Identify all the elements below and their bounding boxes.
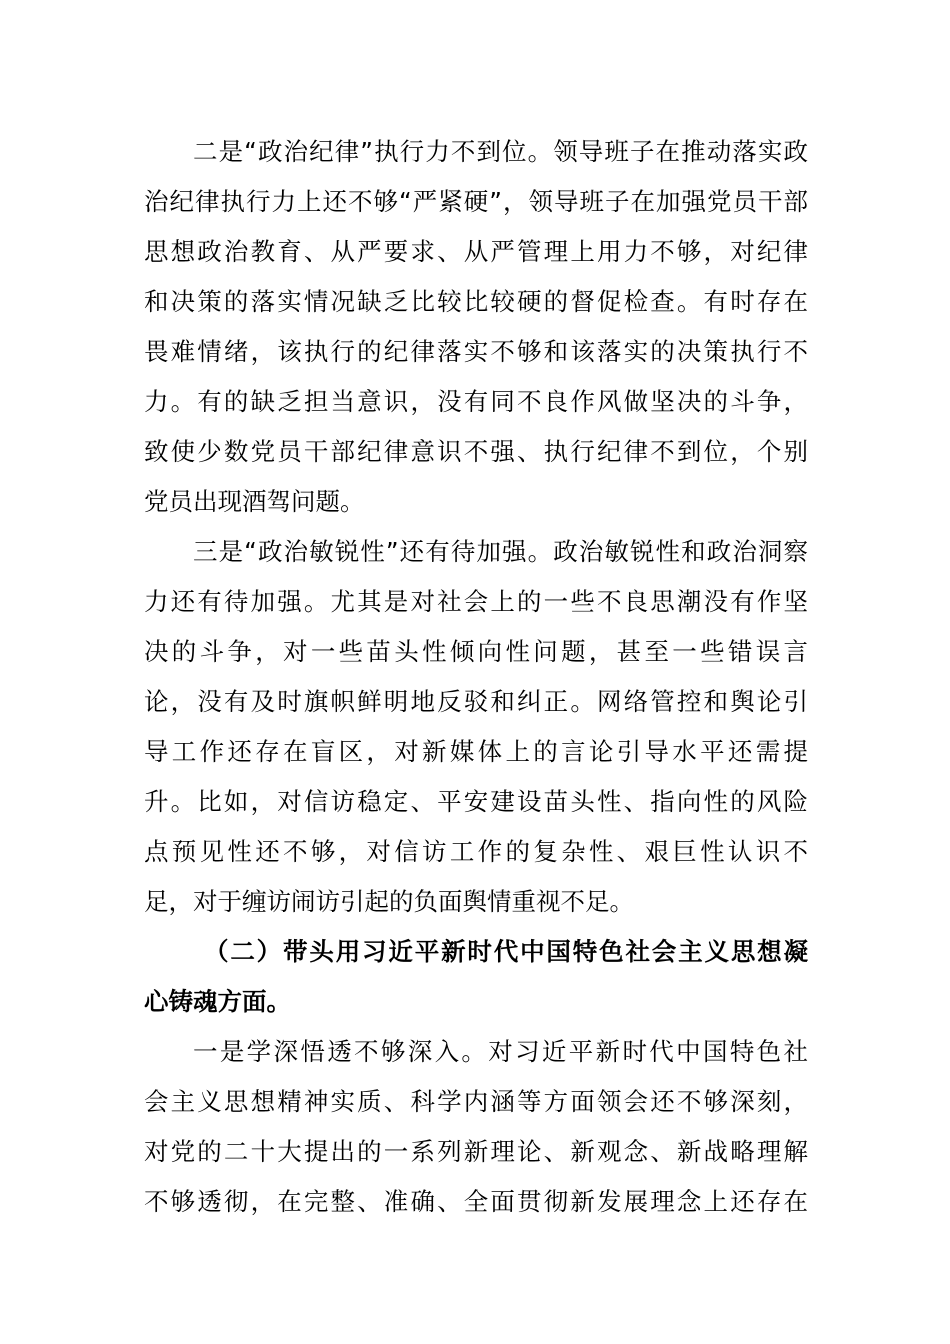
paragraph-3-line-2: 会主义思想精神实质、科学内涵等方面领会还不够深刻， [144,1087,808,1116]
paragraph-3-line-4: 不够透彻，在完整、准确、全面贯彻新发展理念上还存在 [144,1187,808,1216]
paragraph-2-line-8: 足，对于缠访闹访引起的负面舆情重视不足。 [144,887,634,916]
paragraph-3-line-1: 一是学深悟透不够深入。对习近平新时代中国特色社 [193,1037,808,1066]
section-heading-line-1: （二）带头用习近平新时代中国特色社会主义思想凝 [204,937,808,966]
paragraph-2-line-2: 力还有待加强。尤其是对社会上的一些不良思潮没有作坚 [144,587,808,616]
section-heading-line-2: 心铸魂方面。 [144,987,291,1016]
paragraph-1-line-3: 思想政治教育、从严要求、从严管理上用力不够，对纪律 [144,237,808,266]
paragraph-3-line-3: 对党的二十大提出的一系列新理论、新观念、新战略理解 [144,1137,808,1166]
paragraph-2-line-5: 导工作还存在盲区，对新媒体上的言论引导水平还需提 [144,737,808,766]
paragraph-2-line-7: 点预见性还不够，对信访工作的复杂性、艰巨性认识不 [144,837,808,866]
paragraph-2-line-1: 三是“政治敏锐性”还有待加强。政治敏锐性和政治洞察 [193,537,808,566]
paragraph-2-line-4: 论，没有及时旗帜鲜明地反驳和纠正。网络管控和舆论引 [144,687,808,716]
document-body [144,127,808,1227]
paragraph-1-line-2: 治纪律执行力上还不够“严紧硬”，领导班子在加强党员干部 [144,187,808,216]
paragraph-1-line-8: 党员出现酒驾问题。 [144,487,365,516]
paragraph-1-line-4: 和决策的落实情况缺乏比较比较硬的督促检查。有时存在 [144,287,808,316]
paragraph-1-line-6: 力。有的缺乏担当意识，没有同不良作风做坚决的斗争， [144,387,808,416]
paragraph-1-line-5: 畏难情绪，该执行的纪律落实不够和该落实的决策执行不 [144,337,808,366]
paragraph-2-line-6: 升。比如，对信访稳定、平安建设苗头性、指向性的风险 [144,787,808,816]
paragraph-1-line-1: 二是“政治纪律”执行力不到位。领导班子在推动落实政 [193,137,808,166]
paragraph-2-line-3: 决的斗争，对一些苗头性倾向性问题，甚至一些错误言 [144,637,808,666]
paragraph-1-line-7: 致使少数党员干部纪律意识不强、执行纪律不到位，个别 [144,437,808,466]
